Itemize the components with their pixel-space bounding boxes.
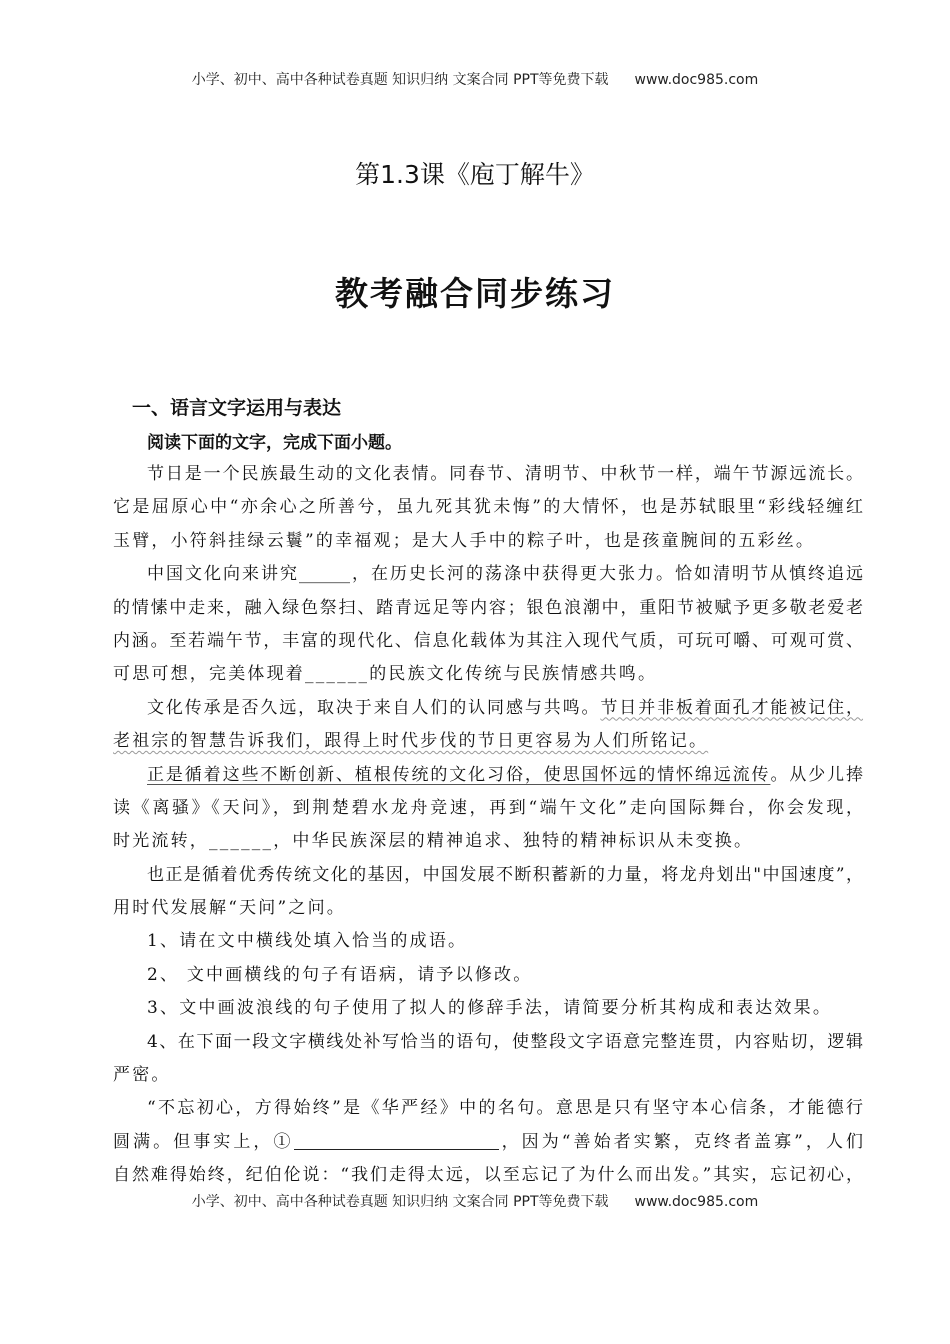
- text-segment: 也正是循着优秀传统文化的基因，中国发展不断积蓄新的力量，将龙舟划出"中国速度”，: [147, 864, 863, 885]
- text-line: [113, 892, 863, 925]
- text-segment: 它是屈原心中“亦余心之所善兮，虽九死其犹未悔”的大情怀，也是苏轼眼里“彩线轻缠红: [113, 497, 863, 518]
- text-line: [113, 1026, 863, 1059]
- text-segment: 严密。: [113, 1065, 171, 1086]
- lesson-title: 第1.3课《庖丁解牛》: [355, 160, 595, 189]
- text-segment: 文化传承是否久远，取决于来自人们的认同感与共鸣。: [147, 697, 601, 718]
- text-segment: “不忘初心，方得始终”是《华严经》中的名句。意思是只有坚守本心信条，才能德行: [147, 1098, 863, 1119]
- text-line: [113, 725, 863, 758]
- text-line: [113, 959, 863, 992]
- text-segment: ，因为“善始者实繁，克终者盖寡”，人们: [498, 1131, 864, 1152]
- text-line: [113, 525, 863, 558]
- underlined-sentence: 正是循着这些不断创新、植根传统的文化习俗，使思国怀远的情怀绵远流传: [147, 764, 771, 785]
- text-segment: 自然难得始终，纪伯伦说：“我们走得太远，以至忘记了为什么而出发。”其实，忘记初心，: [113, 1165, 863, 1186]
- text-line: [113, 491, 863, 524]
- text-segment: 3、文中画波浪线的句子使用了拟人的修辞手法，请简要分析其构成和表达效果。: [147, 998, 833, 1019]
- text-segment: 内涵。至若端午节，丰富的现代化、信息化载体为其注入现代气质，可玩可嚼、可观可赏、: [113, 630, 863, 651]
- wavy-underlined-sentence: 老祖宗的智慧告诉我们，跟得上时代步伐的节日更容易为人们所铭记。: [113, 731, 709, 752]
- text-line: [113, 658, 863, 691]
- footer-url[interactable]: www.doc985.com: [634, 1194, 759, 1210]
- text-line: [113, 692, 863, 725]
- header-text: 小学、初中、高中各种试卷真题 知识归纳 文案合同 PPT等免费下载: [191, 72, 609, 88]
- text-line: [113, 859, 863, 892]
- text-segment: 用时代发展解“天问”之问。: [113, 898, 346, 919]
- text-line: [113, 759, 863, 792]
- text-line: [113, 592, 863, 625]
- text-segment: 节日是一个民族最生动的文化表情。同春节、清明节、中秋节一样，端午节源远流长。: [147, 464, 863, 484]
- text-segment: 的情愫中走来，融入绿色祭扫、踏青远足等内容；银色浪潮中，重阳节被赋予更多敬老爱老: [113, 597, 863, 618]
- text-segment: 可思可想，完美体现着______的民族文化传统与民族情感共鸣。: [113, 664, 658, 685]
- wavy-underlined-sentence: 节日并非板着面孔才能被记住，: [600, 697, 864, 718]
- text-line: [113, 992, 863, 1025]
- text-segment: 时光流转，______，中华民族深层的精神追求、独特的精神标识从未变换。: [113, 831, 754, 852]
- text-segment: 。从少儿捧: [770, 764, 864, 785]
- text-segment: 1、请在文中横线处填入恰当的成语。: [147, 931, 468, 952]
- reading-instruction: 阅读下面的文字，完成下面小题。: [147, 433, 402, 453]
- text-segment: 玉臂，小符斜挂绿云鬟”的幸福观；是大人手中的粽子叶，也是孩童腕间的五彩丝。: [113, 530, 816, 551]
- page-footer: [0, 1191, 950, 1211]
- text-line: [113, 1126, 863, 1159]
- header-url[interactable]: www.doc985.com: [634, 72, 759, 88]
- text-line: [113, 1159, 863, 1192]
- text-line: [113, 925, 863, 958]
- footer-text: 小学、初中、高中各种试卷真题 知识归纳 文案合同 PPT等免费下载: [191, 1194, 609, 1210]
- answer-blank[interactable]: [294, 1129, 499, 1150]
- text-segment: 圆满。但事实上，①: [113, 1131, 294, 1152]
- exercise-title: 教考融合同步练习: [335, 274, 615, 313]
- text-line: [113, 792, 863, 825]
- text-segment: 2、 文中画横线的句子有语病，请予以修改。: [147, 964, 533, 985]
- text-line: [113, 1092, 863, 1125]
- text-segment: 4、在下面一段文字横线处补写恰当的语句，使整段文字语意完整连贯，内容贴切，逻辑: [147, 1031, 863, 1052]
- text-line: [113, 625, 863, 658]
- text-line: [113, 558, 863, 591]
- text-line: [113, 1059, 863, 1092]
- text-line: [113, 825, 863, 858]
- text-segment: 读《离骚》《天问》，到荆楚碧水龙舟竞速，再到“端午文化”走向国际舞台，你会发现，: [113, 797, 863, 818]
- text-line: [113, 458, 863, 491]
- page-header: [0, 69, 950, 89]
- passage-body: [113, 458, 863, 1193]
- section-heading: 一、语言文字运用与表达: [132, 397, 342, 419]
- text-segment: 中国文化向来讲究______，在历史长河的荡涤中获得更大张力。恰如清明节从慎终追远: [147, 564, 863, 585]
